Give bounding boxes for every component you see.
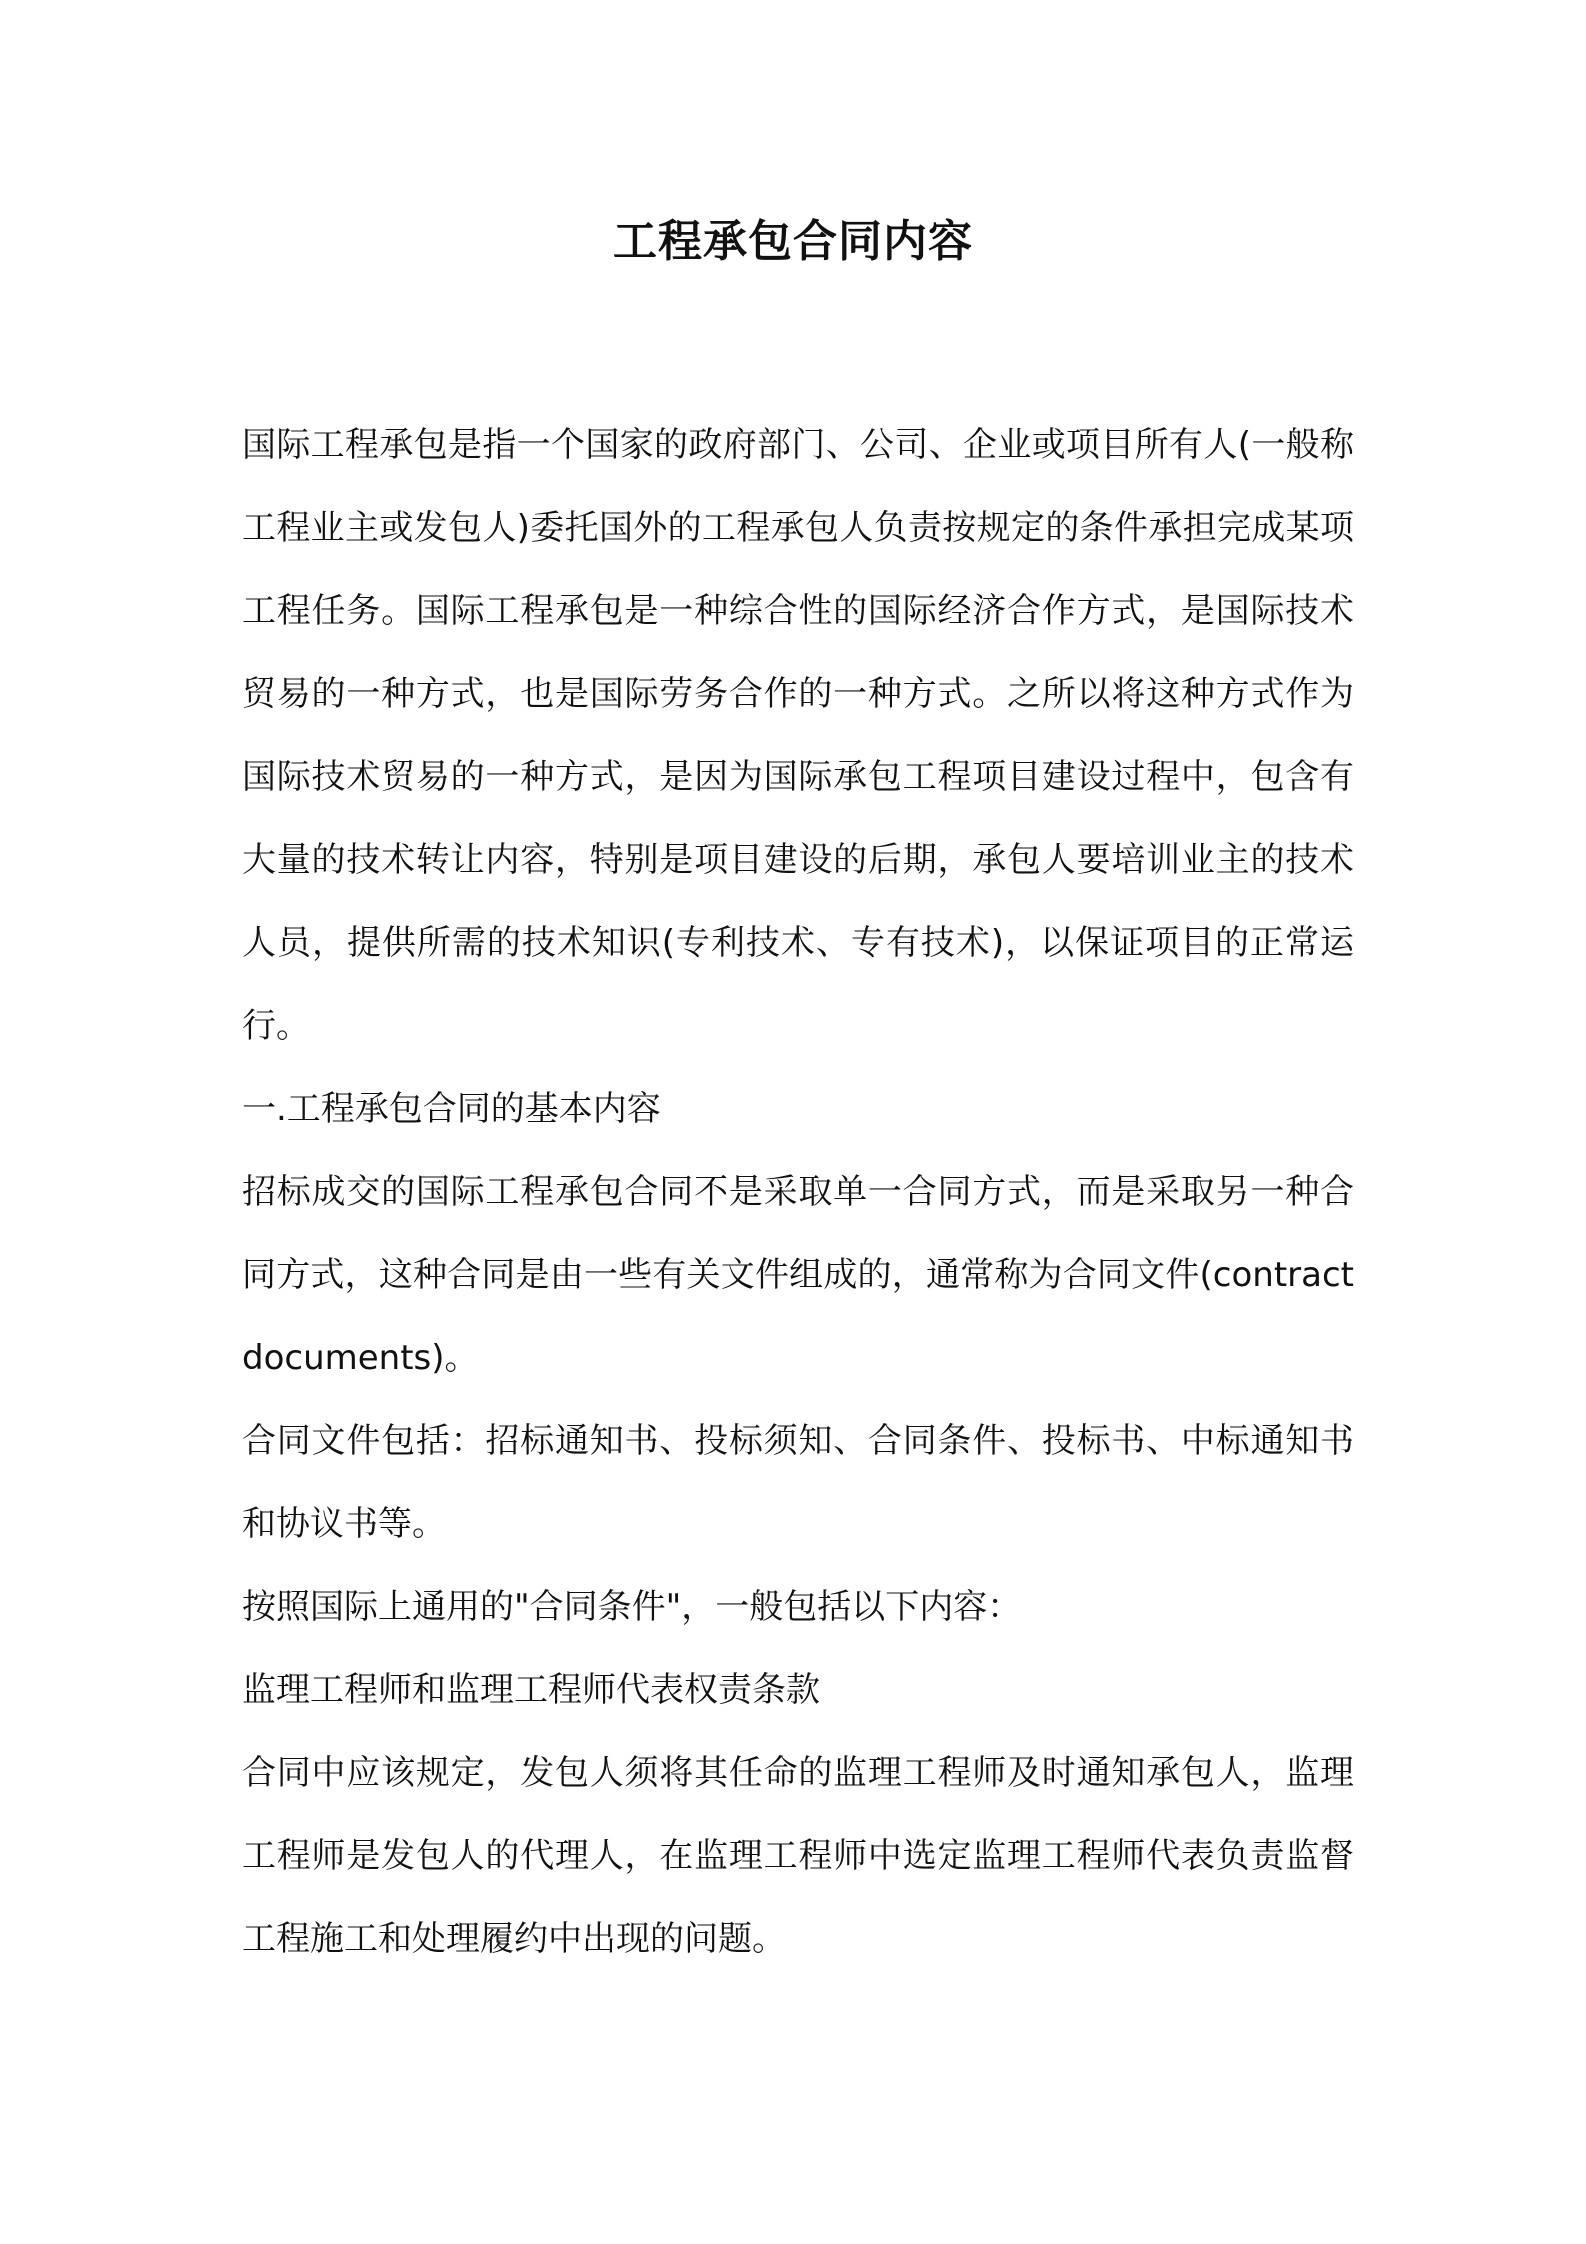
section-heading-basic-content: 一.工程承包合同的基本内容: [242, 1089, 661, 1129]
document-body: [242, 404, 1354, 1981]
subheading-engineer-clause: 监理工程师和监理工程师代表权责条款: [242, 1670, 820, 1710]
paragraph-intro: 国际工程承包是指一个国家的政府部门、公司、企业或项目所有人(一般称工程业主或发包人)委托国外的工程承包人负责按规定的条件承担完成某项工程任务。国际工程承包是一种综合性的国际经济合作方式，是国际技术贸易的一种方式，也是国际劳务合作的一种方式。之所以将这种方式作为国际技术贸易的一种方式，是因为国际承包工程项目建设过程中，包含有大量的技术转让内容，特别是项目建设的后期，承包人要培训业主的技术人员，提供所需的技术知识(专利技术、专有技术)，以保证项目的正常运行。: [242, 425, 1354, 1046]
paragraph-general-conditions: 按照国际上通用的"合同条件"，一般包括以下内容：: [242, 1587, 1022, 1627]
paragraph-contract-documents: 合同文件包括：招标通知书、投标须知、合同条件、投标书、中标通知书和协议书等。: [242, 1421, 1354, 1544]
document-title: 工程承包合同内容: [613, 216, 973, 267]
paragraph-contract-form: 招标成交的国际工程承包合同不是采取单一合同方式，而是采取另一种合同方式，这种合同是由一些有关文件组成的，通常称为合同文件(contract documents)。: [242, 1172, 1354, 1378]
paragraph-engineer-clause: 合同中应该规定，发包人须将其任命的监理工程师及时通知承包人，监理工程师是发包人的代理人，在监理工程师中选定监理工程师代表负责监督工程施工和处理履约中出现的问题。: [242, 1753, 1354, 1959]
